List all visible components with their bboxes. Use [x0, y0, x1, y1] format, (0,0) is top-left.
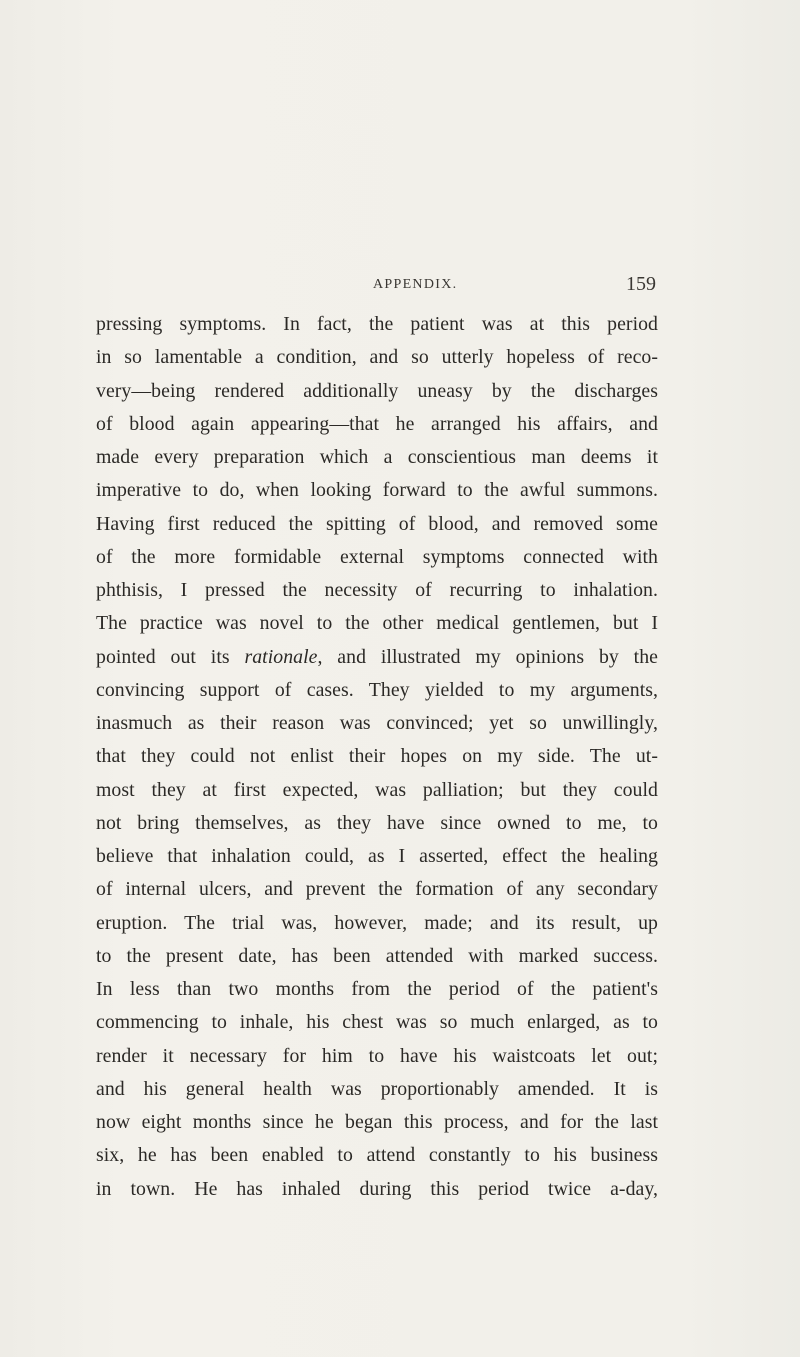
text-line: of internal ulcers, and prevent the formation of any secondary [96, 878, 658, 901]
text-line: pressing symptoms. In fact, the patient was at this period [96, 313, 658, 335]
text-line: phthisis, I pressed the necessity of recurring to inhalation. [96, 579, 658, 601]
text-line: and his general health was proportionably amended. It is [96, 1077, 658, 1100]
text-line: commencing to inhale, his chest was so much enlarged, as to [96, 1011, 658, 1034]
text-line: in town. He has inhaled during this period twice a-day, [96, 1177, 658, 1200]
text-line: eruption. The trial was, however, made; and its result, up [96, 911, 658, 934]
text-line: of blood again appearing—that he arranged his affairs, and [96, 412, 658, 435]
text-line: believe that inhalation could, as I asserted, effect the healing [96, 845, 658, 867]
page-number: 159 [626, 273, 656, 295]
text-line: The practice was novel to the other medical gentlemen, but I [96, 612, 658, 635]
text-line: six, he has been enabled to attend constantly to his business [96, 1144, 658, 1167]
text-line: render it necessary for him to have his waistcoats let out; [96, 1044, 658, 1067]
text-line: convincing support of cases. They yielded to my arguments, [96, 678, 658, 701]
text-line [96, 641, 658, 674]
running-head: APPENDIX. [373, 277, 458, 292]
text-line: in so lamentable a condition, and so utterly hopeless of reco- [96, 346, 658, 369]
text-line: to the present date, has been attended with marked success. [96, 944, 658, 967]
page-header [308, 273, 658, 302]
text-line: of the more formidable external symptoms connected with [96, 545, 658, 568]
text-line: inasmuch as their reason was convinced; yet so unwillingly, [96, 712, 658, 734]
text-span: pointed out its [96, 645, 230, 668]
italic-term-rationale: rationale [244, 645, 318, 668]
text-span: , and illustrated my opinions by the [317, 645, 658, 668]
text-line: now eight months since he began this process, and for the last [96, 1111, 658, 1133]
text-line: Having first reduced the spitting of blood, and removed some [96, 512, 658, 535]
text-line: made every preparation which a conscientious man deems it [96, 446, 658, 468]
text-line: most they at first expected, was palliation; but they could [96, 778, 658, 801]
text-line: that they could not enlist their hopes on my side. The ut- [96, 745, 658, 768]
text-line: very—being rendered additionally uneasy by the discharges [96, 379, 658, 402]
body-text [96, 308, 658, 1206]
text-line: In less than two months from the period of the patient's [96, 978, 658, 1000]
text-line: not bring themselves, as they have since owned to me, to [96, 811, 658, 834]
text-line: imperative to do, when looking forward to the awful summons. [96, 479, 658, 502]
